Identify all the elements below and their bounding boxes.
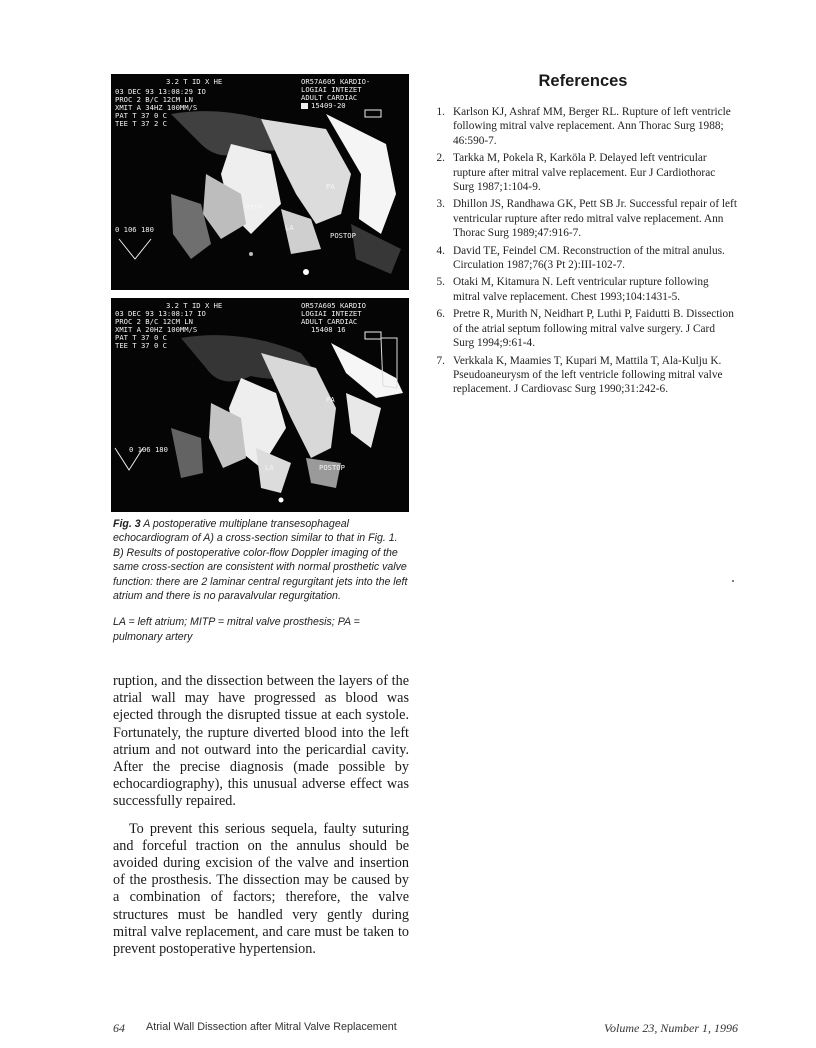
echo-a-marker [301, 103, 308, 109]
caption-abbreviations: LA = left atrium; MITP = mitral valve prosthesis; PA = pulmonary artery [113, 616, 360, 643]
echo-b-label-pa: PA [326, 395, 335, 404]
echo-image-b [111, 298, 409, 512]
echo-b-overlay-line: PROC 2 B/C 12CM LN [115, 317, 193, 326]
echo-b-overlay-right: LOGIAI INTEZET [301, 309, 362, 318]
references-heading: References [538, 72, 628, 90]
echo-a-label-pa: PA [326, 182, 335, 191]
echo-image-a [111, 74, 409, 290]
echo-a-overlay-right: 15409-20 [311, 101, 346, 110]
reference-item [428, 197, 738, 240]
reference-item [428, 354, 738, 397]
echo-a-overlay-line: PROC 2 B/C 12CM LN [115, 95, 193, 104]
echo-a-overlay-right: ADULT CARDIAC [301, 93, 358, 102]
reference-text: Otaki M, Kitamura N. Left ventricular rupture following mitral valve replacement. Chest 1993;104:1431-5. [453, 276, 709, 303]
body-paragraph: ruption, and the dissection between the layers of the atrial wall may have progressed as blood was ejected through the disrupted tissue at each systole. Fortunately, the rupture diverted blood into the left atrium and not outward into the pericardial cavity. After the precise diagnosis (made possible by echocardiography), this unusual adverse effect was successfully repaired. [113, 673, 409, 810]
echo-a-overlay-line: 03 DEC 93 13:08:29 IO [115, 87, 206, 96]
reference-text: Dhillon JS, Randhawa GK, Pett SB Jr. Successful repair of left ventricular rupture after redo mitral valve replacement. Ann Thorac Surg 1989;47:916-7. [453, 198, 737, 240]
echo-a-overlay-line: TEE T 37 2 C [115, 119, 167, 128]
echo-scan-b [111, 298, 409, 512]
echo-a-label-postop: POSTOP [330, 231, 356, 240]
reference-number: 2. [436, 152, 445, 165]
body-text [113, 673, 409, 958]
echo-b-overlay-right: 15408 16 [311, 325, 346, 334]
reference-number: 4. [436, 244, 445, 257]
references-section [428, 72, 738, 400]
reference-number: 7. [436, 354, 445, 367]
reference-item [428, 244, 738, 273]
echo-b-overlay-right: OR57A605 KARDIO [301, 301, 366, 310]
echo-a-overlay-top: 3.2 T ID X HE [166, 77, 223, 86]
reference-number: 6. [436, 308, 445, 321]
reference-number: 3. [436, 198, 445, 211]
echo-b-overlay-top: 3.2 T ID X HE [166, 301, 223, 310]
echo-a-label-mitp: MITP [245, 203, 263, 212]
reference-text: Karlson KJ, Ashraf MM, Berger RL. Rupture of left ventricle following mitral valve replacement. Ann Thorac Surg 1988; 46:590-7. [453, 106, 731, 147]
echo-a-overlay-right: OR57A605 KARDIO- [301, 77, 371, 86]
echo-a-overlay-line: PAT T 37 0 C [115, 111, 167, 120]
echo-b-overlay-line: XMIT A 20HZ 100MM/S [115, 325, 198, 334]
echo-b-label-postop: POSTOP [319, 463, 345, 472]
reference-item [428, 307, 738, 350]
reference-text: Tarkka M, Pokela R, Karköla P. Delayed left ventricular rupture after mitral valve replacement. Eur J Cardiothorac Surg 1987;1:104-9. [453, 152, 716, 194]
echo-a-label-la: LA [285, 223, 294, 232]
echo-a-depth: 0 106 180 [115, 225, 154, 234]
reference-text: Verkkala K, Maamies T, Kupari M, Mattila T, Ala-Kulju K. Pseudoaneurysm of the left ventricle following mitral valve replacement. J Cardiovasc Surg 1990;31:242-6. [453, 354, 723, 396]
echo-b-label-la: LA [265, 463, 274, 472]
caption-body: A postoperative multiplane transesophageal echocardiogram of A) a cross-section similar to that in Fig. 1. B) Results of postoperative color-flow Doppler imaging of the same cross-section are consistent with normal prosthetic valve function: there are 2 laminar central regurgitant jets into the left atrium and there is no paravalvular regurgitation. [113, 518, 408, 603]
reference-item [428, 105, 738, 148]
echo-a-overlay-right: LOGIAI INTEZET [301, 85, 362, 94]
running-title: Atrial Wall Dissection after Mitral Valve Replacement [146, 1021, 397, 1033]
reference-item [428, 275, 738, 304]
echo-b-overlay-line: 03 DEC 93 13:08:17 IO [115, 309, 206, 318]
caption-text [113, 517, 411, 603]
reference-text: David TE, Feindel CM. Reconstruction of the mitral anulus. Circulation 1987;76(3 Pt 2):III-102-7. [453, 244, 725, 272]
journal-issue: Volume 23, Number 1, 1996 [604, 1021, 738, 1035]
reference-number: 1. [436, 106, 445, 118]
references-list [428, 105, 738, 397]
echo-b-overlay-line: TEE T 37 0 C [115, 341, 167, 350]
echo-b-overlay-right: ADULT CARDIAC [301, 317, 358, 326]
figure-label: Fig. 3 [113, 518, 141, 530]
figure-caption [113, 517, 411, 644]
reference-text: Pretre R, Murith N, Neidhart P, Luthi P, Faidutti B. Dissection of the atrial septum following mitral valve surgery. J Card Surg 1994;9:61-4. [453, 308, 734, 350]
echo-b-overlay-line: PAT T 37 0 C [115, 333, 167, 342]
print-speck [732, 580, 734, 582]
reference-item [428, 151, 738, 194]
reference-number: 5. [436, 276, 445, 289]
echo-scan-a [111, 74, 409, 290]
echo-a-overlay-line: XMIT A 34HZ 100MM/S [115, 103, 198, 112]
echo-b-depth: 0 106 180 [129, 445, 168, 454]
body-paragraph: To prevent this serious sequela, faulty suturing and forceful traction on the annulus should be avoided during excision of the valve and insertion of the prosthesis. The dissection may be caused by a combination of factors; therefore, the valve structures must be handled very gently during mitral valve replacement, and care must be taken to prevent postoperative hypertension. [113, 820, 409, 958]
page-number: 64 [113, 1021, 125, 1035]
